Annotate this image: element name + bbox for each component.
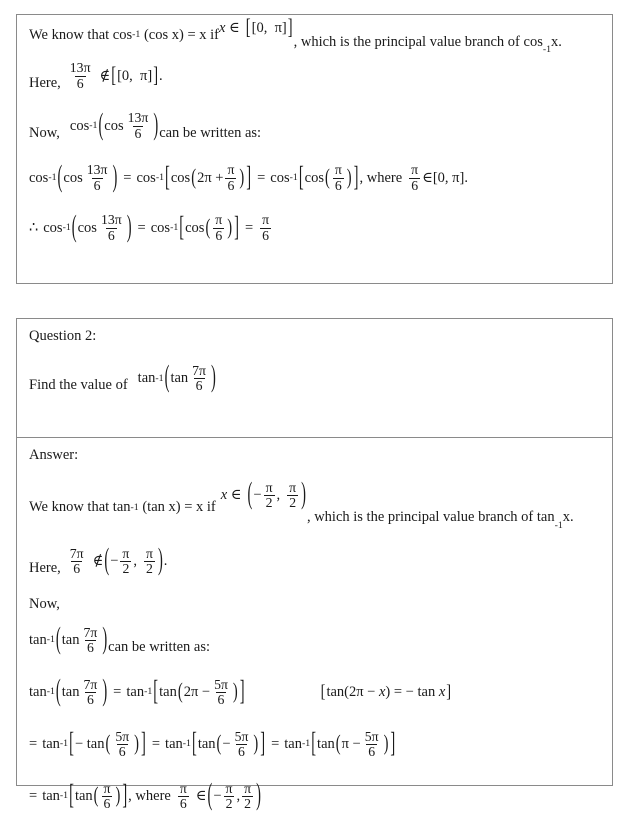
fraction-numerator: 7π: [69, 545, 84, 561]
principal-value-statement-cos: We know that cos -1 (cos x) = x if x ∈ [ [0, π] ] , which is the principal value branch of cos -1 x.: [29, 15, 562, 56]
identity-function-name: tan: [326, 684, 345, 700]
expression-arccos-cos-13pi-6: cos -1 ( cos $\frac{13\pi}{6}$ ): [69, 108, 159, 143]
identity-note-tan: [320, 681, 453, 702]
fraction-numerator: π: [289, 479, 297, 495]
fraction-pi-6: [178, 782, 189, 811]
paren-close-icon: ): [102, 622, 108, 657]
here-label: Here,: [29, 74, 61, 91]
comma: ,: [133, 553, 137, 570]
paren-close-icon: ): [157, 544, 163, 578]
paren-open-icon: (: [105, 731, 111, 757]
here-label: Here,: [29, 560, 61, 577]
paren-open-icon: (: [207, 778, 213, 813]
fraction-numerator: π: [411, 162, 419, 178]
statement-prefix: We know that tan: [29, 499, 131, 516]
not-element-of-icon: ∉: [99, 67, 111, 84]
comma: ,: [236, 788, 241, 804]
fraction-numerator: 13π: [127, 110, 149, 126]
fraction-pi-6: [102, 782, 113, 811]
now-tail: can be written as:: [108, 639, 211, 655]
paren-open-icon: (: [247, 478, 253, 512]
paren-close-icon: ): [115, 783, 121, 809]
function-name-arccos: cos: [150, 219, 171, 236]
function-name-tan: tan: [61, 632, 80, 648]
function-name-tan: tan: [317, 736, 335, 752]
statement-suffix: , which is the principal value branch of cos: [293, 33, 543, 50]
answer-2-heading: Answer:: [29, 447, 79, 463]
equals-sign: =: [29, 736, 38, 752]
paren-open-icon: (: [55, 674, 61, 709]
paren-open-icon: (: [216, 731, 222, 757]
bracket-close-icon: ]: [122, 780, 128, 812]
fraction-13pi-6: [85, 163, 110, 192]
paren-open-icon: (: [104, 544, 110, 578]
function-name-arccos: cos: [69, 117, 90, 134]
statement-tail: x.: [562, 509, 574, 526]
fraction-numerator: 5π: [115, 728, 130, 744]
fraction-denominator: 6: [195, 378, 203, 394]
fraction-denominator: 2: [146, 561, 153, 577]
paren-close-icon: ): [227, 215, 233, 240]
statement-middle: (tan x) = x if: [138, 499, 216, 516]
negative-sign: −: [222, 736, 231, 752]
fraction-denominator: 2: [289, 495, 297, 511]
interval-value: [0, π]: [432, 169, 465, 186]
here-statement-tan: [29, 542, 600, 582]
fraction-denominator: 6: [107, 227, 115, 243]
paren-open-icon: (: [57, 160, 63, 195]
statement-suffix-group: , which is the principal value branch of tan -1 x.: [306, 509, 574, 531]
fraction-numerator: π: [179, 780, 187, 796]
derivation-line-tan-3: = tan -1 [ tan ( $\frac{\pi}{6}$ ) ] , where $\frac{\pi}{6}$ ∈ ( − $\frac{\pi}{2}$ , $\frac{\pi}{2}$ ): [29, 778, 261, 813]
fraction-numerator: 7π: [83, 676, 98, 692]
function-name-tan: tan: [170, 370, 189, 387]
fraction-denominator: 6: [118, 743, 126, 759]
fraction-denominator: 6: [217, 691, 225, 707]
fraction-numerator: π: [265, 479, 273, 495]
fraction-numerator: 13π: [69, 60, 91, 76]
bracket-open-icon: [: [153, 676, 159, 708]
fraction-5pi-6: [113, 730, 131, 759]
equals-sign: =: [244, 219, 254, 236]
bracket-open-icon: [: [165, 161, 170, 193]
fraction-7pi-6: [81, 626, 99, 655]
fraction-denominator: 6: [179, 795, 187, 811]
condition-interval: [0, π]: [251, 19, 287, 36]
statement-prefix: We know that cos: [29, 26, 133, 43]
paren-open-icon: (: [191, 165, 197, 190]
identity-variable-2: x: [438, 684, 446, 700]
fraction-numerator: π: [103, 780, 111, 796]
bracket-close-icon: ]: [287, 15, 293, 40]
bracket-close-icon: ]: [446, 681, 452, 702]
function-name-cos: cos: [170, 169, 191, 186]
fraction-numerator: π: [334, 162, 342, 178]
equals-sign: =: [29, 788, 38, 804]
function-name-arctan: tan: [126, 684, 145, 700]
conclusion-line-cos: ∴ cos -1 ( cos $\frac{13\pi}{6}$ ) = cos -1 [ cos ( $\frac{\pi}{6}$ ) ] = $\frac{\pi}{6}$: [29, 210, 270, 245]
derivation-line-tan-1: tan -1 ( tan $\frac{7\pi}{6}$ ) = tan -1 [ tan ( 2π − $\frac{5\pi}{6}$ ) ] [ tan (2π − x ) = − tan x ]: [29, 674, 452, 709]
domain-condition-cos: [219, 15, 294, 40]
fraction-pi-2: [264, 481, 275, 510]
fraction-numerator: 5π: [234, 728, 249, 744]
fraction-13pi-6: [68, 61, 93, 90]
bracket-close-icon: ]: [141, 728, 146, 760]
paren-open-icon: (: [93, 783, 99, 809]
fraction-5pi-6: [212, 678, 230, 707]
statement-suffix: , which is the principal value branch of tan: [306, 509, 555, 526]
paren-open-icon: (: [71, 210, 77, 245]
negated-tan: − tan: [74, 736, 105, 752]
fraction-denominator: 6: [73, 561, 81, 577]
paren-close-icon: ): [383, 731, 389, 757]
now-tail: can be written as:: [159, 124, 262, 141]
fraction-denominator: 6: [134, 125, 142, 141]
bracket-open-icon: [: [191, 728, 197, 760]
function-name-arccos: cos: [270, 169, 290, 186]
term-pi-minus: π −: [341, 736, 361, 752]
not-element-of-icon: ∉: [92, 553, 104, 570]
bracket-open-icon: [: [311, 728, 317, 760]
paren-close-icon: ): [134, 731, 140, 757]
fraction-pi-6-result: [260, 213, 271, 242]
where-label: , where: [128, 788, 171, 804]
bracket-close-icon: ]: [353, 161, 359, 193]
function-name-tan: tan: [74, 788, 93, 804]
principal-value-statement-tan: We know that tan -1 (tan x) = x if x ∈ ( − $\frac{\pi}{2}$ , $\frac{\pi}{2}$ ) , which is the principal value branch of tan -1 x.: [29, 478, 574, 531]
fraction-denominator: 2: [122, 561, 130, 577]
fraction-numerator: π: [122, 545, 130, 561]
paren-close-icon: ): [153, 108, 159, 143]
negative-sign: −: [253, 487, 262, 504]
paren-close-icon: ): [253, 731, 259, 757]
equals-sign: =: [113, 684, 122, 700]
bracket-close-icon: ]: [234, 211, 239, 243]
expression-arctan-tan-7pi-6: tan -1 ( tan $\frac{7\pi}{6}$ ): [137, 361, 216, 395]
paren-close-icon: ): [346, 165, 352, 190]
term-2pi-minus: 2π −: [183, 684, 211, 700]
fraction-pi-6: [409, 163, 420, 192]
identity-variable: x: [378, 684, 386, 700]
paren-close-icon: ): [256, 778, 261, 813]
element-of-icon: ∈: [195, 788, 207, 804]
function-name-tan: tan: [159, 684, 177, 700]
function-name-arctan: tan: [42, 736, 60, 752]
function-name-cos: cos: [185, 219, 205, 236]
paren-open-icon: (: [205, 215, 211, 240]
period: .: [464, 169, 468, 186]
statement-tail: x.: [551, 33, 562, 50]
identity-relation: ) = − tan: [385, 684, 439, 700]
paren-open-icon: (: [325, 165, 330, 190]
fraction-denominator: 2: [225, 795, 233, 811]
now-label: Now,: [29, 124, 60, 141]
bracket-close-icon: ]: [260, 728, 266, 760]
equals-sign: =: [151, 736, 161, 752]
question-2-panel: [16, 318, 613, 813]
now-expression-tan: [29, 620, 600, 660]
paren-close-icon: ): [102, 674, 108, 709]
function-name-arctan: tan: [165, 736, 183, 752]
function-name-cos: cos: [63, 169, 83, 186]
fraction-numerator: 5π: [364, 728, 379, 744]
function-name-arctan: tan: [284, 736, 302, 752]
bracket-open-icon: [: [69, 728, 74, 760]
fraction-pi-6: [333, 163, 344, 192]
fraction-pi-2: [120, 547, 131, 576]
function-name-arccos: cos: [43, 219, 63, 236]
derivation-line-cos: cos -1 ( cos $\frac{13\pi}{6}$ ) = cos -1 [ cos ( 2π + $\frac{\pi}{6}$ ) ] = cos -1 [ cos ( $\frac{\pi}{6}$ ) ] , where $\frac{\pi}{6}$ ∈ [0, π] .: [29, 160, 468, 195]
paren-close-icon: ): [126, 210, 132, 245]
statement-middle: (cos x) = x if: [140, 26, 219, 43]
expression-arctan-tan-7pi-6: tan -1 ( tan $\frac{7\pi}{6}$ ): [29, 622, 108, 657]
bracket-open-icon: [: [69, 780, 74, 812]
fraction-7pi-6: [81, 678, 99, 707]
where-label: , where: [359, 169, 403, 186]
paren-close-icon: ): [239, 165, 245, 190]
fraction-numerator: π: [215, 212, 223, 228]
therefore-icon: ∴: [29, 219, 39, 236]
fraction-numerator: π: [262, 212, 270, 228]
function-name-cos: cos: [104, 117, 124, 134]
fraction-pi-2: [224, 782, 235, 811]
fraction-denominator: 6: [103, 795, 111, 811]
paren-close-icon: ): [211, 361, 216, 395]
fraction-13pi-6: [126, 111, 151, 140]
bracket-close-icon: ]: [239, 676, 245, 708]
element-of-icon: ∈: [422, 169, 433, 186]
equals-sign: =: [271, 736, 280, 752]
fraction-numerator: π: [227, 162, 235, 178]
bracket-open-icon: [: [320, 681, 326, 702]
fraction-denominator: 6: [227, 177, 235, 193]
equals-sign: =: [137, 219, 146, 236]
fraction-numerator: 5π: [214, 676, 228, 692]
paren-open-icon: (: [177, 679, 183, 705]
function-name-tan: tan: [197, 736, 216, 752]
period: .: [163, 553, 168, 570]
paren-close-icon: ): [301, 478, 306, 512]
bracket-close-icon: ]: [390, 728, 396, 760]
identity-argument-prefix: (2π −: [344, 684, 379, 700]
paren-open-icon: (: [55, 622, 61, 657]
fraction-5pi-6: [363, 730, 381, 759]
fraction-denominator: 6: [93, 177, 101, 193]
fraction-denominator: 6: [86, 691, 94, 707]
question-2-prompt-line: [29, 359, 600, 399]
paren-open-icon: (: [335, 731, 341, 757]
fraction-denominator: 6: [76, 75, 84, 91]
fraction-numerator: π: [145, 545, 153, 561]
question-2-section: [17, 319, 612, 437]
equals-sign: =: [123, 169, 132, 186]
bracket-open-icon: [: [179, 211, 185, 243]
fraction-denominator: 2: [265, 495, 273, 511]
negative-sign: −: [110, 553, 119, 570]
function-name-cos: cos: [77, 219, 97, 236]
bracket-close-icon: ]: [153, 63, 159, 88]
fraction-denominator: 6: [334, 177, 342, 193]
answer-panel-question-1: [16, 14, 613, 284]
fraction-numerator: 7π: [192, 362, 206, 378]
fraction-numerator: π: [225, 780, 233, 796]
fraction-7pi-6: [190, 364, 208, 393]
function-name-arctan: tan: [29, 632, 47, 648]
here-statement-cos: [29, 56, 600, 96]
function-name-arctan: tan: [42, 788, 60, 804]
condition-variable: x ∈: [219, 19, 240, 36]
function-name-arctan: tan: [137, 370, 156, 387]
fraction-pi-2: [242, 782, 253, 811]
fraction-denominator: 6: [215, 227, 223, 243]
function-name-arccos: cos: [29, 169, 49, 186]
fraction-pi-2: [287, 481, 298, 510]
bracket-open-icon: [: [111, 63, 117, 88]
fraction-denominator: 2: [244, 795, 252, 811]
derivation-line-tan-2: = tan -1 [ − tan ( $\frac{5\pi}{6}$ ) ] = tan -1 [ tan ( − $\frac{5\pi}{6}$ ) ] = tan -1 [ tan ( π − $\frac{5\pi}{6}$ ) ]: [29, 728, 396, 760]
statement-suffix-group: , which is the principal value branch of cos -1 x.: [293, 33, 562, 56]
question-2-prompt: Find the value of: [29, 377, 128, 394]
paren-open-icon: (: [164, 361, 170, 395]
fraction-pi-2: [144, 547, 155, 576]
paren-close-icon: ): [112, 160, 118, 195]
fraction-denominator: 6: [368, 743, 376, 759]
negative-sign: −: [213, 788, 222, 804]
now-statement-cos: [29, 106, 600, 146]
fraction-7pi-6: [68, 547, 86, 576]
comma: ,: [276, 487, 281, 504]
bracket-close-icon: ]: [246, 161, 252, 193]
fraction-denominator: 6: [238, 743, 245, 759]
fraction-pi-6: [225, 163, 236, 192]
fraction-denominator: 6: [262, 227, 270, 243]
fraction-denominator: 6: [86, 639, 94, 655]
now-label-tan: Now,: [29, 595, 60, 612]
fraction-denominator: 6: [411, 177, 419, 193]
function-name-tan: tan: [61, 684, 80, 700]
fraction-numerator: π: [244, 780, 252, 796]
paren-close-icon: ): [232, 679, 238, 705]
function-name-cos: cos: [304, 169, 324, 186]
fraction-numerator: 13π: [100, 212, 122, 228]
question-2-heading: Question 2:: [29, 328, 97, 344]
function-name-arccos: cos: [136, 169, 156, 186]
fraction-pi-6: [213, 213, 224, 242]
domain-condition-tan: [216, 478, 307, 512]
bracket-open-icon: [: [245, 15, 251, 40]
term-2pi-plus: 2π +: [197, 169, 224, 186]
period: .: [159, 67, 163, 84]
bracket-open-icon: [: [298, 161, 304, 193]
function-name-arctan: tan: [29, 684, 47, 700]
fraction-numerator: 13π: [86, 162, 108, 178]
fraction-5pi-6: [233, 730, 251, 759]
answer-2-section: [17, 438, 612, 816]
paren-open-icon: (: [98, 108, 104, 143]
equals-sign: =: [257, 169, 266, 186]
fraction-13pi-6: [99, 213, 124, 242]
interval-value: [0, π]: [117, 67, 153, 84]
condition-variable: x ∈: [220, 487, 242, 504]
answer-1-body: [17, 15, 612, 248]
fraction-numerator: 7π: [83, 624, 98, 640]
